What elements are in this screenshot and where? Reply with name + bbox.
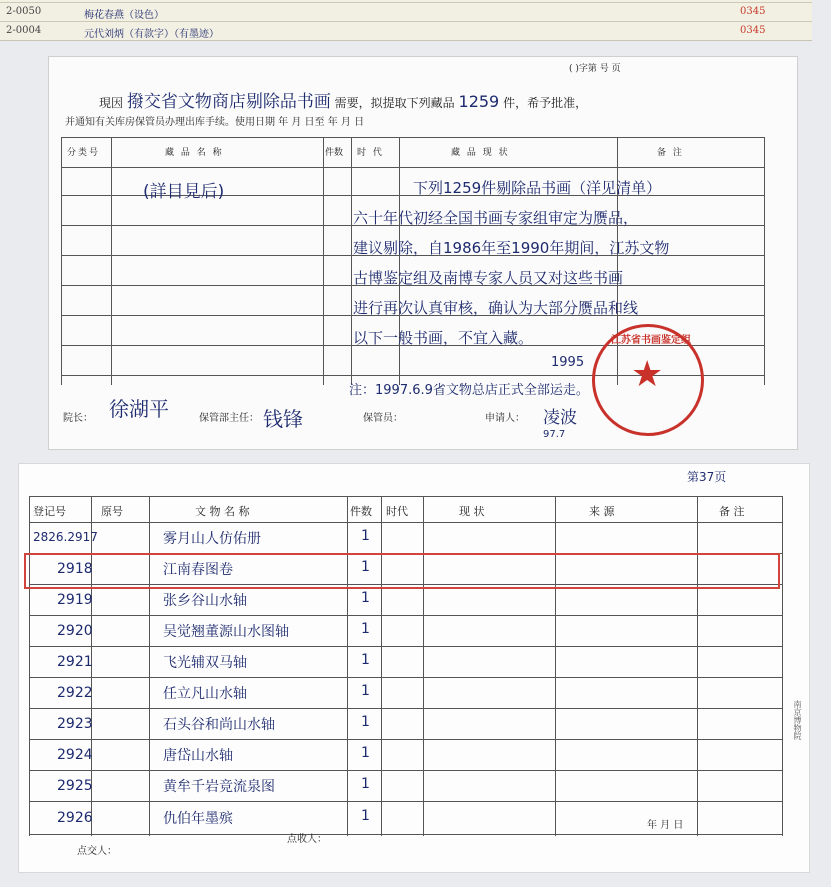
ledger-strip xyxy=(0,0,812,41)
header-reg-no: 登记号 xyxy=(33,505,66,518)
register-count: 1 xyxy=(361,528,370,544)
ledger-note: 0345 xyxy=(740,6,766,17)
register-date: 年 月 日 xyxy=(647,820,684,831)
register-count: 1 xyxy=(361,714,370,730)
page-number: 第37页 xyxy=(687,470,727,484)
sign-applicant-label: 申请人： xyxy=(485,413,525,424)
register-item-name: 任立凡山水轴 xyxy=(163,686,247,702)
register-reg-no: 2924 xyxy=(57,747,93,763)
register-count: 1 xyxy=(361,776,370,792)
ledger-title: 元代刘炳（有款字）（有墨迹） xyxy=(84,29,219,40)
status-line: 下列1259件剔除品书画（洋见清单） xyxy=(413,179,662,197)
register-item-name: 张乡谷山水轴 xyxy=(163,593,247,609)
register-page xyxy=(18,463,810,873)
header-period: 时代 xyxy=(386,505,408,518)
header-name: 文 物 名 称 xyxy=(195,505,250,518)
register-count: 1 xyxy=(361,621,370,637)
register-count: 1 xyxy=(361,683,370,699)
handover-label: 点交人： xyxy=(77,846,117,857)
ledger-number: 2-0004 xyxy=(6,25,42,36)
receiver-label: 点收人： xyxy=(287,834,327,845)
register-item-name: 黄牟千岩竞流泉图 xyxy=(163,779,275,795)
side-mark: 南京博物院 xyxy=(793,700,802,740)
header-category: 分类号 xyxy=(67,148,101,158)
page-marks: ( )字第 号 页 xyxy=(569,64,621,74)
header-status: 现 状 xyxy=(459,505,485,518)
register-reg-no: 2925 xyxy=(57,778,93,794)
register-count: 1 xyxy=(361,652,370,668)
sign-leader-label: 院长： xyxy=(63,413,93,424)
register-table xyxy=(29,496,783,836)
register-item-name: 江南春图卷 xyxy=(163,562,233,578)
header-orig-no: 原号 xyxy=(101,505,123,518)
sign-date: 97.7 xyxy=(543,429,566,440)
intro-suffix: 件，希予批准， xyxy=(503,96,588,110)
register-reg-no: 2922 xyxy=(57,685,93,701)
register-reg-no: 2918 xyxy=(57,561,93,577)
status-line: 进行再次认真审核，确认为大部分赝品和线 xyxy=(353,299,639,317)
status-line: 六十年代初经全国书画专家组审定为赝品， xyxy=(353,209,639,227)
header-remarks: 备 注 xyxy=(657,148,684,158)
footer-note: 注：1997.6.9省文物总店正式全部运走。 xyxy=(349,383,589,398)
item-note: (詳目見后) xyxy=(143,182,225,202)
seal-text: 江苏省书画鉴定组 xyxy=(611,335,691,346)
status-line: 古博鉴定组及南博专家人员又对这些书画 xyxy=(353,269,624,287)
intro-prefix: 現因 xyxy=(99,96,124,110)
register-reg-no: 2921 xyxy=(57,654,93,670)
register-count: 1 xyxy=(361,808,370,824)
ledger-row xyxy=(0,2,812,21)
register-item-name: 仇伯年墨殡 xyxy=(163,811,233,827)
red-seal xyxy=(592,324,704,436)
highlight-box xyxy=(24,553,780,589)
intro-line-1 xyxy=(99,87,587,112)
year-note: 1995 xyxy=(551,355,585,370)
status-line: 建议剔除，自1986年至1990年期间，江苏文物 xyxy=(353,239,670,257)
register-item-name: 雾月山人仿佑册 xyxy=(163,531,261,547)
ledger-row xyxy=(0,21,812,40)
register-item-name: 吴觉翘董源山水图轴 xyxy=(163,624,289,640)
register-item-name: 飞光辅双马轴 xyxy=(163,655,247,671)
header-count: 件数 xyxy=(325,148,344,158)
ledger-note: 0345 xyxy=(740,25,766,36)
intro-count: 1259 xyxy=(458,92,500,111)
register-reg-no: 2826.2917 xyxy=(33,530,98,544)
register-item-name: 石头谷和尚山水轴 xyxy=(163,717,275,733)
register-count: 1 xyxy=(361,559,370,575)
header-period: 时 代 xyxy=(357,148,384,158)
header-item-name: 藏 品 名 称 xyxy=(165,148,224,158)
register-count: 1 xyxy=(361,745,370,761)
header-status: 藏 品 现 状 xyxy=(451,148,510,158)
header-remarks: 备 注 xyxy=(719,505,745,518)
sign-applicant-signature: 凌波 xyxy=(543,408,577,428)
sign-leader-signature: 徐湖平 xyxy=(109,397,169,421)
register-count: 1 xyxy=(361,590,370,606)
register-reg-no: 2923 xyxy=(57,716,93,732)
intro-handwritten: 撥交省文物商店剔除品书画 xyxy=(126,92,331,112)
intro-mid: 需要，拟提取下列藏品 xyxy=(334,96,455,110)
register-reg-no: 2919 xyxy=(57,592,93,608)
header-count: 件数 xyxy=(350,505,372,518)
header-source: 来 源 xyxy=(589,505,615,518)
sign-keeper-head-label: 保管部主任： xyxy=(199,413,259,424)
ledger-number: 2-0050 xyxy=(6,6,42,17)
ledger-title: 梅花春燕（设色） xyxy=(84,10,164,21)
status-line: 以下一般书画，不宜入藏。 xyxy=(353,329,534,347)
star-icon: ★ xyxy=(631,354,664,395)
sign-keeper-head-signature: 钱锋 xyxy=(263,407,303,431)
intro-line-2: 并通知有关库房保管员办理出库手续。使用日期 年 月 日至 年 月 日 xyxy=(65,117,365,128)
register-item-name: 唐岱山水轴 xyxy=(163,748,233,764)
sign-keeper-label: 保管员： xyxy=(363,413,403,424)
register-reg-no: 2926 xyxy=(57,810,93,826)
register-reg-no: 2920 xyxy=(57,623,93,639)
